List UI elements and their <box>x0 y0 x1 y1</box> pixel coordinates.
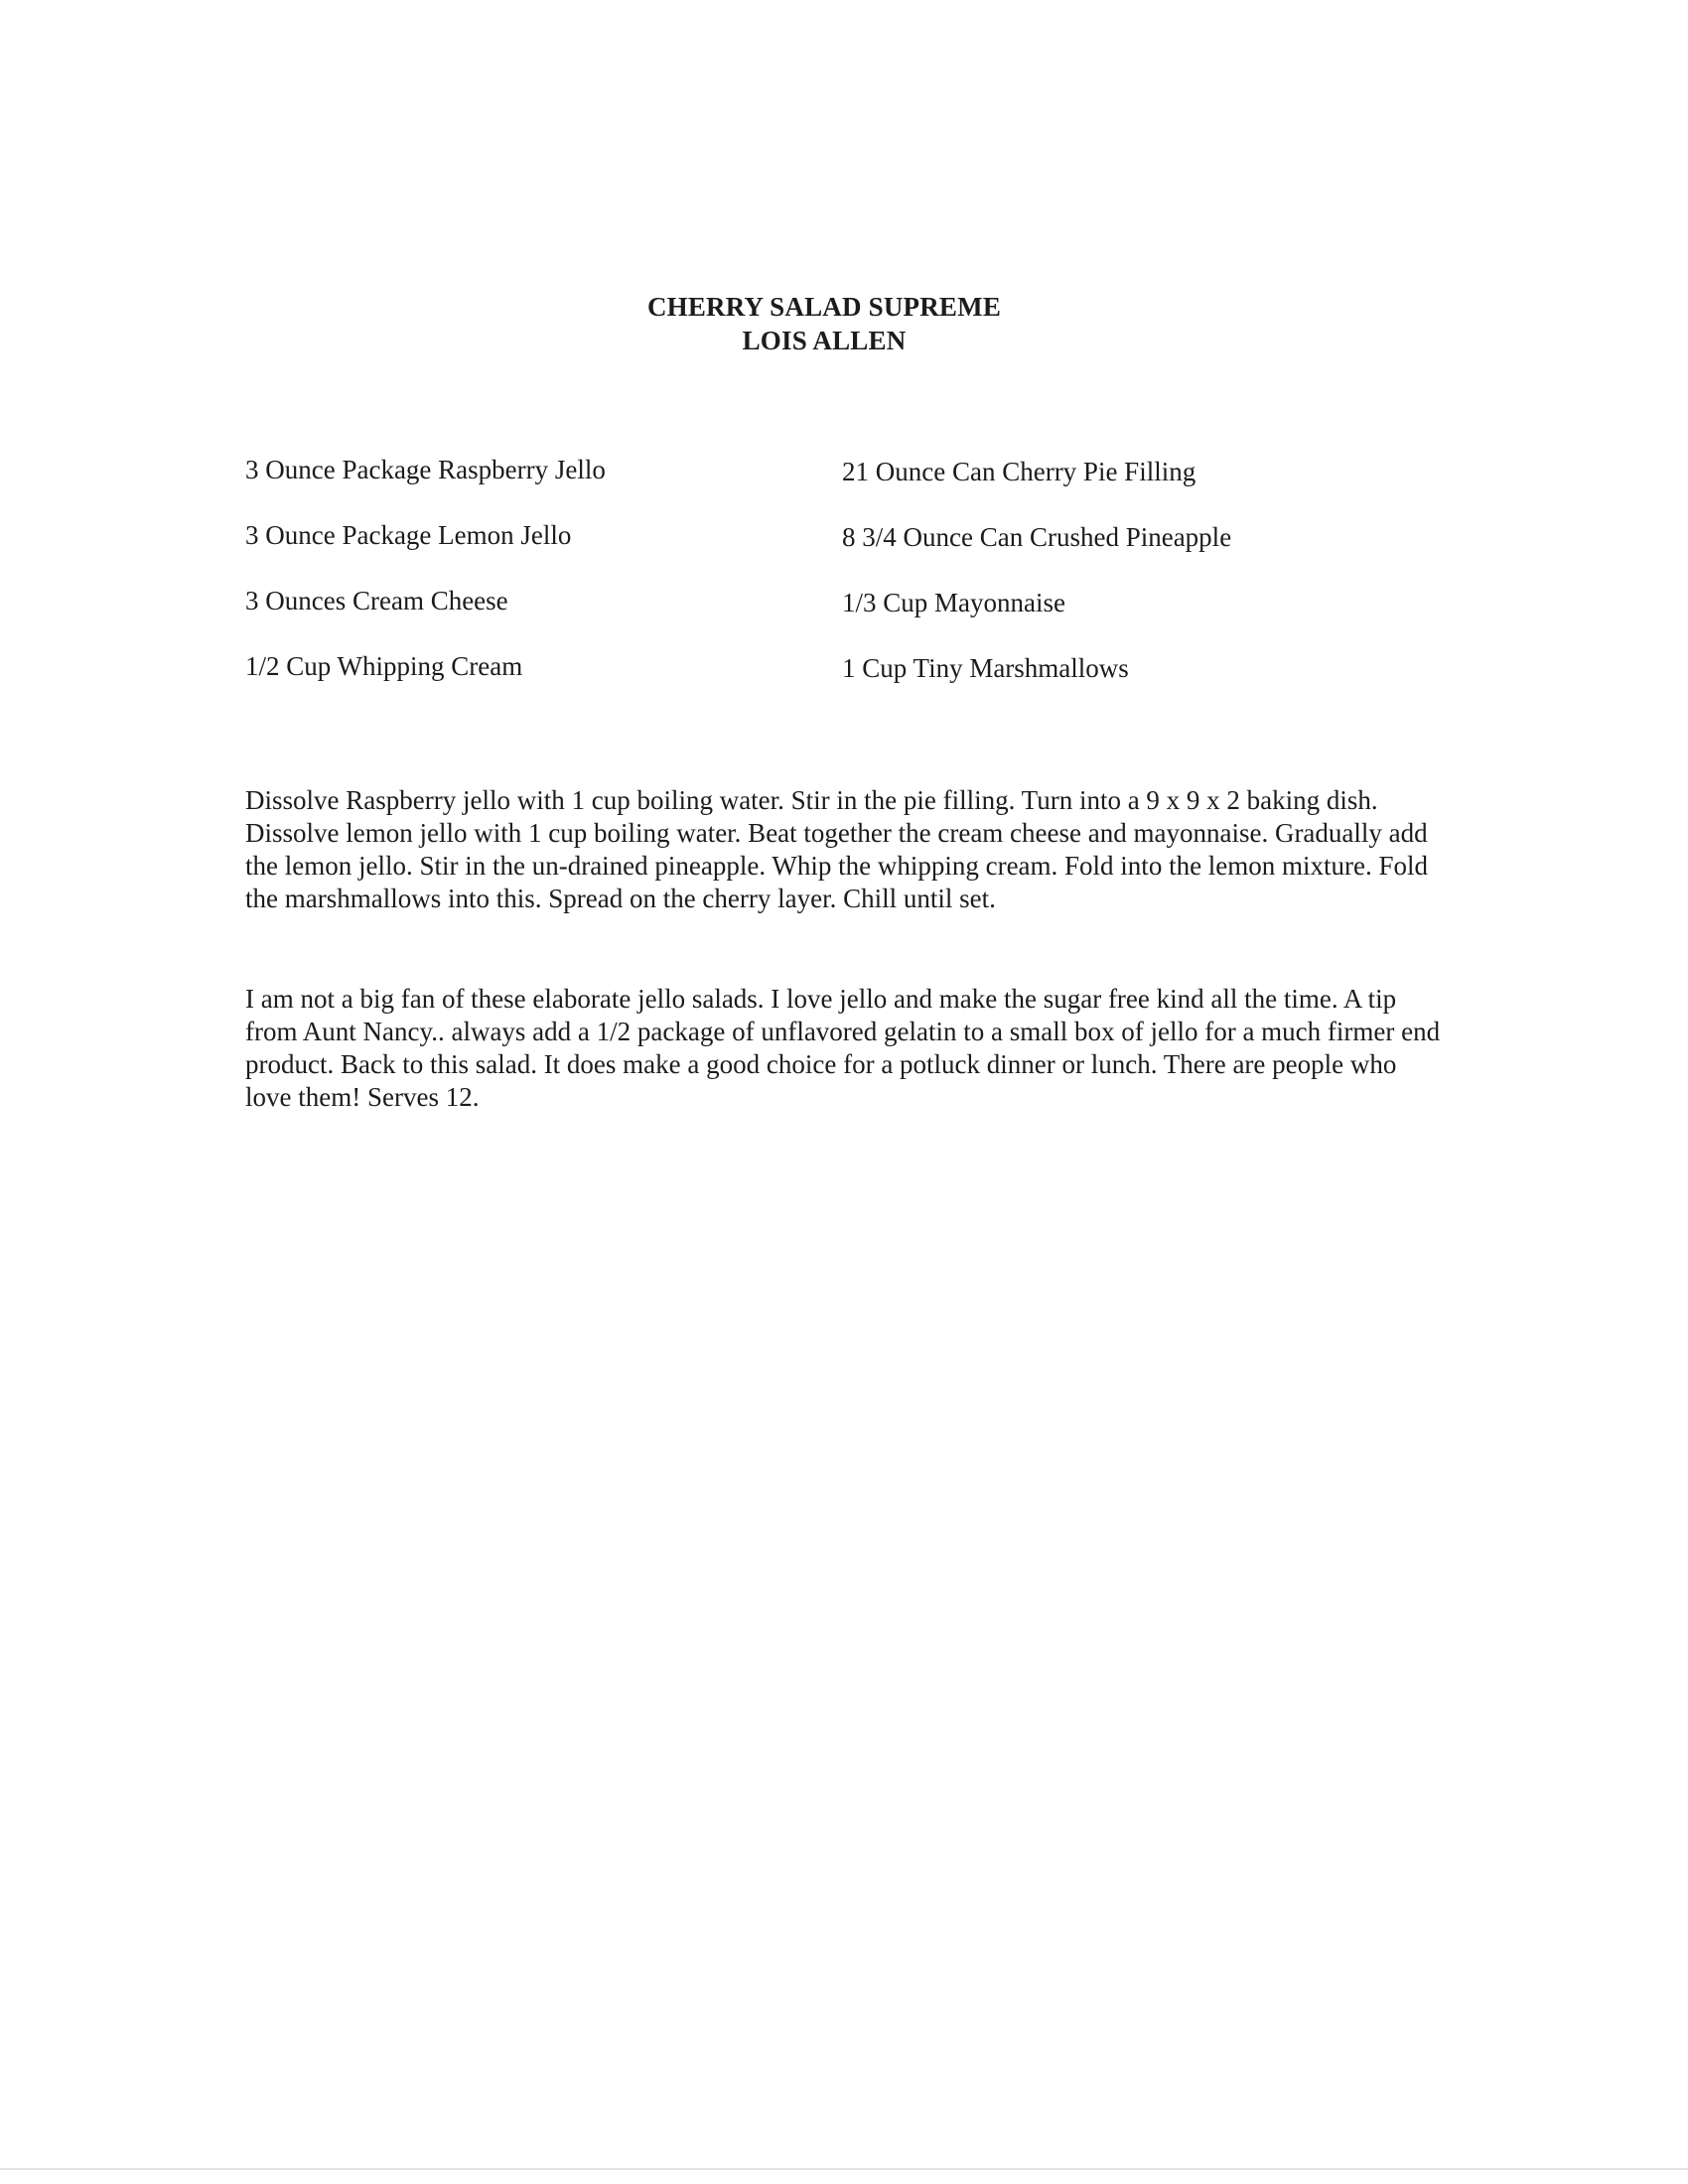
ingredient-item: 1/2 Cup Whipping Cream <box>245 651 523 681</box>
title-block <box>0 290 1648 357</box>
page-bottom-edge <box>0 2168 1688 2170</box>
directions-paragraph: Dissolve Raspberry jello with 1 cup boiling water. Stir in the pie filling. Turn into a 9 x 9 x 2 baking dish. Dissolve lemon jello with 1 cup boiling water. Beat together the cream cheese and mayonnaise. Gradually add the lemon jello. Stir in the un-drained pineapple. Whip the whipping cream. Fold into the lemon mixture. Fold the marshmallows into this. Spread on the cherry layer. Chill until set. <box>245 785 1429 913</box>
ingredient-item: 1/3 Cup Mayonnaise <box>842 588 1065 617</box>
recipe-author: LOIS ALLEN <box>742 326 907 355</box>
recipe-title: CHERRY SALAD SUPREME <box>646 292 1002 322</box>
ingredient-item: 3 Ounce Package Raspberry Jello <box>245 455 606 484</box>
ingredients-list <box>245 455 1437 717</box>
ingredient-item: 21 Ounce Can Cherry Pie Filling <box>842 457 1196 486</box>
ingredient-item: 3 Ounces Cream Cheese <box>245 586 508 615</box>
ingredient-row <box>245 520 1437 586</box>
ingredient-item: 1 Cup Tiny Marshmallows <box>842 653 1129 683</box>
ingredient-item: 3 Ounce Package Lemon Jello <box>245 520 572 550</box>
notes-paragraph: I am not a big fan of these elaborate jello salads. I love jello and make the sugar free kind all the time. A tip from Aunt Nancy.. always add a 1/2 package of unflavored gelatin to a small box of jello for a much firmer end product. Back to this salad. It does make a good choice for a potluck dinner or lunch. There are people who love them! Serves 12. <box>245 984 1441 1112</box>
ingredient-row <box>245 455 1437 520</box>
ingredient-item: 8 3/4 Ounce Can Crushed Pineapple <box>842 522 1232 552</box>
ingredient-row <box>245 651 1437 717</box>
ingredient-row <box>245 586 1437 651</box>
